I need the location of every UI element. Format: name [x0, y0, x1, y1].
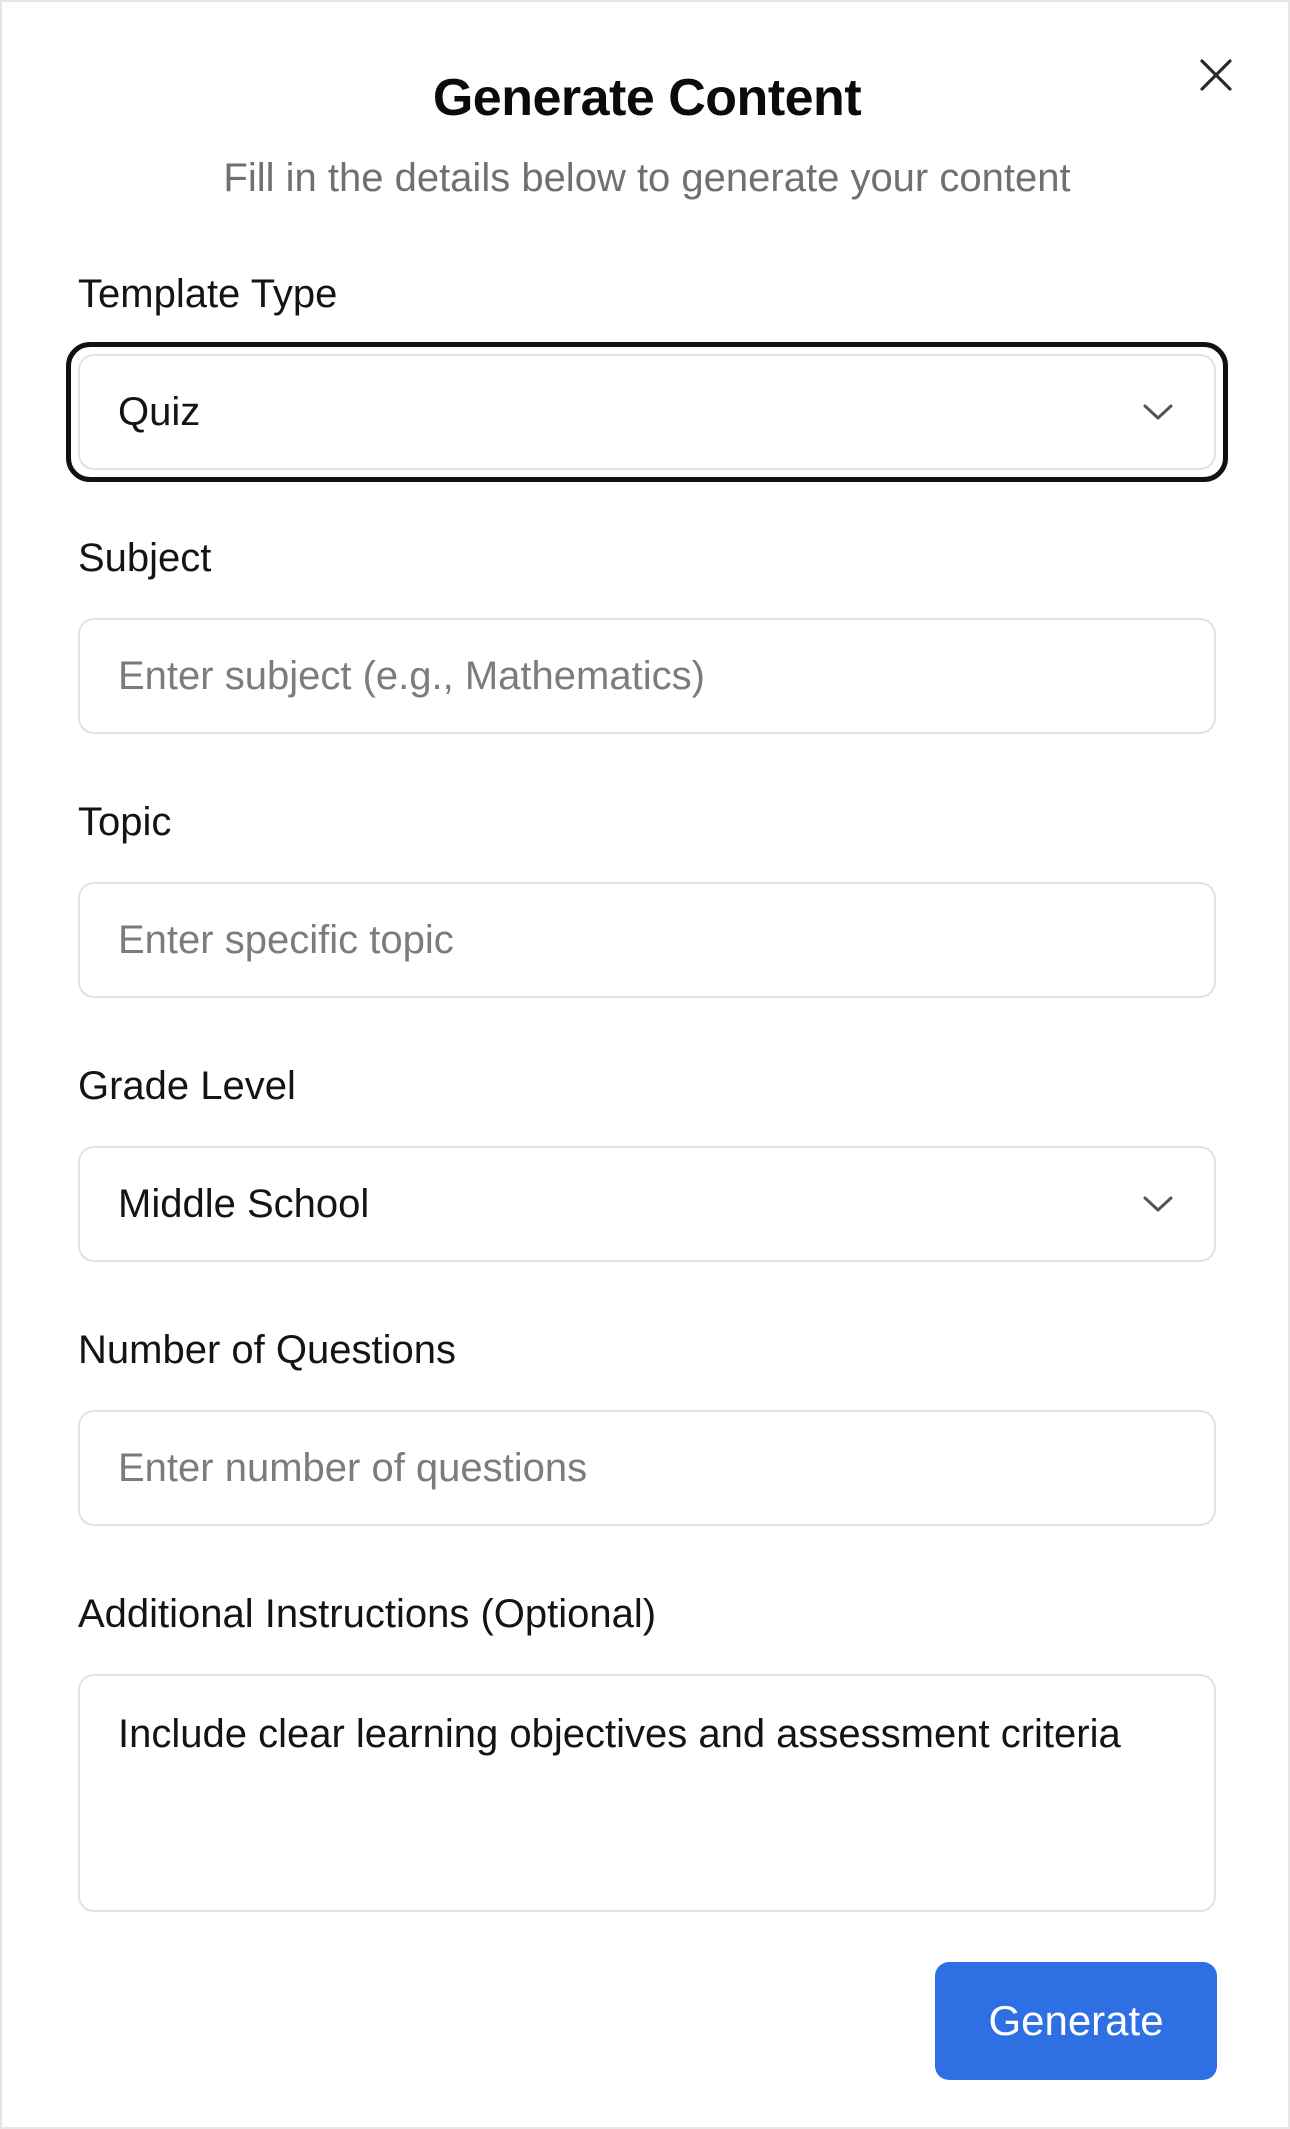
template-type-label: Template Type	[78, 272, 338, 316]
num-questions-placeholder: Enter number of questions	[118, 1445, 588, 1490]
topic-label: Topic	[78, 800, 172, 844]
num-questions-input[interactable]	[78, 1410, 1216, 1526]
instructions-textarea[interactable]: Include clear learning objectives and assessment criteria	[78, 1674, 1216, 1912]
template-type-select[interactable]	[78, 354, 1216, 470]
instructions-label: Additional Instructions (Optional)	[78, 1592, 657, 1636]
grade-level-label: Grade Level	[78, 1064, 296, 1108]
topic-placeholder: Enter specific topic	[118, 917, 454, 962]
topic-input[interactable]	[78, 882, 1216, 998]
subject-input[interactable]	[78, 618, 1216, 734]
dialog-subtitle: Fill in the details below to generate your content	[223, 156, 1071, 200]
generate-button[interactable]: Generate	[935, 1962, 1217, 2080]
chevron-down-icon	[1138, 1184, 1178, 1224]
grade-level-value: Middle School	[118, 1181, 370, 1226]
template-type-value: Quiz	[118, 389, 201, 434]
grade-level-select[interactable]	[78, 1146, 1216, 1262]
dialog-title: Generate Content	[432, 69, 862, 127]
num-questions-label: Number of Questions	[78, 1328, 456, 1372]
subject-placeholder: Enter subject (e.g., Mathematics)	[118, 653, 705, 698]
chevron-down-icon	[1138, 392, 1178, 432]
subject-label: Subject	[78, 536, 212, 580]
